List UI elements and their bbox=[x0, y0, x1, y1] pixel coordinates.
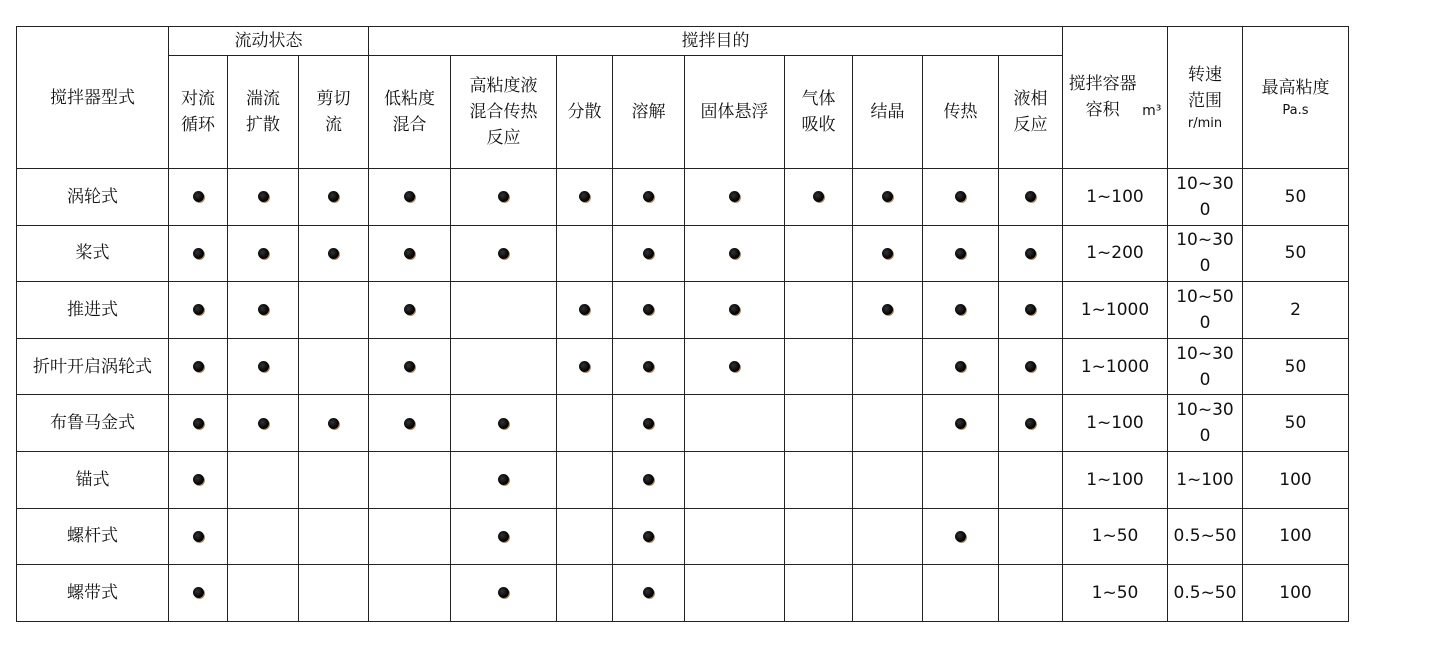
mark-cell bbox=[999, 338, 1063, 395]
mark-cell bbox=[299, 338, 369, 395]
mark-cell bbox=[999, 451, 1063, 508]
mark-cell bbox=[923, 169, 999, 226]
speed-unit: r/min bbox=[1187, 115, 1223, 131]
filled-dot-icon bbox=[193, 474, 204, 485]
filled-dot-icon bbox=[193, 587, 204, 598]
capacity-cell: 1~50 bbox=[1063, 508, 1168, 565]
mark-cell bbox=[999, 169, 1063, 226]
agitator-type-cell: 布鲁马金式 bbox=[17, 395, 169, 452]
filled-dot-icon bbox=[955, 304, 966, 315]
filled-dot-icon bbox=[813, 191, 824, 202]
table-body bbox=[17, 169, 1349, 622]
capacity-cell: 1~50 bbox=[1063, 565, 1168, 622]
agitator-type-cell: 推进式 bbox=[17, 282, 169, 339]
mark-cell bbox=[451, 225, 557, 282]
mark-cell bbox=[228, 225, 299, 282]
purpose-col-header bbox=[785, 56, 853, 169]
speed-cell: 10~30 0 bbox=[1168, 225, 1243, 282]
viscosity-header bbox=[1243, 27, 1349, 169]
mark-cell bbox=[613, 565, 685, 622]
mark-cell bbox=[685, 169, 785, 226]
purpose-col-header bbox=[685, 56, 785, 169]
capacity-cell: 1~1000 bbox=[1063, 282, 1168, 339]
mark-cell bbox=[685, 225, 785, 282]
mark-cell bbox=[228, 169, 299, 226]
filled-dot-icon bbox=[258, 248, 269, 259]
filled-dot-icon bbox=[404, 304, 415, 315]
speed-cell: 0.5~50 bbox=[1168, 565, 1243, 622]
filled-dot-icon bbox=[404, 418, 415, 429]
filled-dot-icon bbox=[404, 361, 415, 372]
filled-dot-icon bbox=[328, 248, 339, 259]
mark-cell bbox=[853, 169, 923, 226]
filled-dot-icon bbox=[882, 191, 893, 202]
mark-cell bbox=[613, 169, 685, 226]
purpose-col-header bbox=[451, 56, 557, 169]
mark-cell bbox=[785, 395, 853, 452]
mark-cell bbox=[369, 169, 451, 226]
mark-cell bbox=[169, 338, 228, 395]
mark-cell bbox=[613, 282, 685, 339]
mark-cell bbox=[923, 451, 999, 508]
purpose-col-header bbox=[923, 56, 999, 169]
filled-dot-icon bbox=[1025, 191, 1036, 202]
filled-dot-icon bbox=[579, 191, 590, 202]
agitator-type-cell: 桨式 bbox=[17, 225, 169, 282]
mark-cell bbox=[169, 451, 228, 508]
filled-dot-icon bbox=[1025, 418, 1036, 429]
filled-dot-icon bbox=[498, 474, 509, 485]
filled-dot-icon bbox=[1025, 248, 1036, 259]
mark-cell bbox=[999, 282, 1063, 339]
agitator-type-header: 搅拌器型式 bbox=[17, 27, 169, 169]
filled-dot-icon bbox=[579, 361, 590, 372]
purpose-col-label: 固体悬浮 bbox=[700, 102, 769, 122]
filled-dot-icon bbox=[404, 191, 415, 202]
mark-cell bbox=[369, 508, 451, 565]
agitator-type-cell: 折叶开启涡轮式 bbox=[17, 338, 169, 395]
speed-cell: 10~30 0 bbox=[1168, 169, 1243, 226]
filled-dot-icon bbox=[258, 304, 269, 315]
filled-dot-icon bbox=[328, 191, 339, 202]
mark-cell bbox=[853, 282, 923, 339]
table-row bbox=[17, 169, 1349, 226]
mark-cell bbox=[853, 395, 923, 452]
speed-cell: 0.5~50 bbox=[1168, 508, 1243, 565]
speed-header bbox=[1168, 27, 1243, 169]
capacity-cell: 1~100 bbox=[1063, 395, 1168, 452]
table-row bbox=[17, 451, 1349, 508]
mark-cell bbox=[613, 225, 685, 282]
filled-dot-icon bbox=[328, 418, 339, 429]
purpose-col-label: 低粘度 混合 bbox=[384, 89, 435, 135]
mark-cell bbox=[685, 451, 785, 508]
mark-cell bbox=[451, 508, 557, 565]
filled-dot-icon bbox=[193, 418, 204, 429]
mark-cell bbox=[369, 338, 451, 395]
purpose-col-label: 高粘度液 混合传热 反应 bbox=[469, 76, 538, 148]
mark-cell bbox=[228, 451, 299, 508]
capacity-label: 搅拌容器 容积 bbox=[1068, 74, 1137, 120]
filled-dot-icon bbox=[498, 248, 509, 259]
mark-cell bbox=[785, 169, 853, 226]
mark-cell bbox=[169, 282, 228, 339]
purpose-col-header bbox=[999, 56, 1063, 169]
speed-label: 转速 范围 bbox=[1188, 64, 1222, 111]
filled-dot-icon bbox=[643, 474, 654, 485]
filled-dot-icon bbox=[955, 361, 966, 372]
filled-dot-icon bbox=[643, 191, 654, 202]
mark-cell bbox=[923, 225, 999, 282]
viscosity-cell: 100 bbox=[1243, 565, 1349, 622]
mark-cell bbox=[451, 169, 557, 226]
mark-cell bbox=[451, 451, 557, 508]
filled-dot-icon bbox=[498, 587, 509, 598]
agitator-selection-table bbox=[16, 26, 1349, 622]
mark-cell bbox=[685, 338, 785, 395]
filled-dot-icon bbox=[729, 361, 740, 372]
filled-dot-icon bbox=[643, 531, 654, 542]
mark-cell bbox=[451, 282, 557, 339]
mark-cell bbox=[169, 225, 228, 282]
filled-dot-icon bbox=[729, 191, 740, 202]
filled-dot-icon bbox=[258, 418, 269, 429]
mark-cell bbox=[785, 508, 853, 565]
filled-dot-icon bbox=[643, 361, 654, 372]
capacity-cell: 1~200 bbox=[1063, 225, 1168, 282]
mark-cell bbox=[169, 395, 228, 452]
mark-cell bbox=[557, 338, 613, 395]
mark-cell bbox=[228, 395, 299, 452]
filled-dot-icon bbox=[882, 304, 893, 315]
purpose-col-label: 结晶 bbox=[870, 102, 905, 122]
mark-cell bbox=[685, 565, 785, 622]
mixing-purpose-group-header: 搅拌目的 bbox=[369, 27, 1063, 56]
mark-cell bbox=[228, 338, 299, 395]
flow-col-label: 对流 循环 bbox=[181, 89, 215, 135]
purpose-col-label: 溶解 bbox=[631, 102, 666, 122]
filled-dot-icon bbox=[955, 418, 966, 429]
mark-cell bbox=[369, 451, 451, 508]
flow-col-header bbox=[169, 56, 228, 169]
mark-cell bbox=[299, 451, 369, 508]
mark-cell bbox=[299, 282, 369, 339]
speed-cell: 1~100 bbox=[1168, 451, 1243, 508]
filled-dot-icon bbox=[193, 361, 204, 372]
mark-cell bbox=[685, 508, 785, 565]
flow-col-label: 湍流 扩散 bbox=[246, 89, 280, 135]
mark-cell bbox=[557, 282, 613, 339]
mark-cell bbox=[685, 395, 785, 452]
viscosity-cell: 100 bbox=[1243, 508, 1349, 565]
table-row bbox=[17, 565, 1349, 622]
table-row bbox=[17, 225, 1349, 282]
mark-cell bbox=[853, 565, 923, 622]
mark-cell bbox=[557, 169, 613, 226]
viscosity-label: 最高粘度 bbox=[1261, 77, 1330, 98]
filled-dot-icon bbox=[955, 191, 966, 202]
viscosity-cell: 2 bbox=[1243, 282, 1349, 339]
capacity-header bbox=[1063, 27, 1168, 169]
capacity-cell: 1~100 bbox=[1063, 169, 1168, 226]
mark-cell bbox=[853, 338, 923, 395]
filled-dot-icon bbox=[643, 587, 654, 598]
mark-cell bbox=[451, 395, 557, 452]
mark-cell bbox=[923, 508, 999, 565]
mark-cell bbox=[369, 225, 451, 282]
viscosity-unit: Pa.s bbox=[1282, 102, 1309, 118]
mark-cell bbox=[299, 169, 369, 226]
mark-cell bbox=[228, 508, 299, 565]
table-row bbox=[17, 338, 1349, 395]
filled-dot-icon bbox=[955, 248, 966, 259]
mark-cell bbox=[853, 451, 923, 508]
table-row bbox=[17, 395, 1349, 452]
filled-dot-icon bbox=[193, 248, 204, 259]
capacity-cell: 1~100 bbox=[1063, 451, 1168, 508]
mark-cell bbox=[999, 565, 1063, 622]
capacity-cell: 1~1000 bbox=[1063, 338, 1168, 395]
mark-cell bbox=[169, 565, 228, 622]
speed-cell: 10~30 0 bbox=[1168, 395, 1243, 452]
filled-dot-icon bbox=[729, 304, 740, 315]
filled-dot-icon bbox=[643, 248, 654, 259]
filled-dot-icon bbox=[1025, 361, 1036, 372]
viscosity-cell: 50 bbox=[1243, 338, 1349, 395]
mark-cell bbox=[613, 338, 685, 395]
mark-cell bbox=[685, 282, 785, 339]
viscosity-cell: 50 bbox=[1243, 395, 1349, 452]
filled-dot-icon bbox=[729, 248, 740, 259]
purpose-col-header bbox=[613, 56, 685, 169]
viscosity-cell: 50 bbox=[1243, 169, 1349, 226]
mark-cell bbox=[557, 395, 613, 452]
mark-cell bbox=[853, 225, 923, 282]
flow-col-label: 剪切 流 bbox=[316, 89, 351, 135]
filled-dot-icon bbox=[955, 531, 966, 542]
mark-cell bbox=[299, 225, 369, 282]
purpose-col-label: 液相 反应 bbox=[1013, 89, 1048, 135]
mark-cell bbox=[785, 225, 853, 282]
table-row bbox=[17, 508, 1349, 565]
mark-cell bbox=[169, 169, 228, 226]
capacity-unit: m³ bbox=[1142, 103, 1162, 119]
mark-cell bbox=[613, 451, 685, 508]
filled-dot-icon bbox=[1025, 304, 1036, 315]
filled-dot-icon bbox=[258, 361, 269, 372]
mark-cell bbox=[999, 508, 1063, 565]
filled-dot-icon bbox=[404, 248, 415, 259]
agitator-type-cell: 锚式 bbox=[17, 451, 169, 508]
mark-cell bbox=[557, 451, 613, 508]
flow-col-header bbox=[228, 56, 299, 169]
mark-cell bbox=[557, 508, 613, 565]
filled-dot-icon bbox=[258, 191, 269, 202]
mark-cell bbox=[923, 565, 999, 622]
agitator-type-cell: 螺带式 bbox=[17, 565, 169, 622]
mark-cell bbox=[999, 225, 1063, 282]
filled-dot-icon bbox=[643, 304, 654, 315]
mark-cell bbox=[451, 338, 557, 395]
mark-cell bbox=[923, 338, 999, 395]
purpose-col-header bbox=[557, 56, 613, 169]
mark-cell bbox=[299, 395, 369, 452]
flow-state-group-header: 流动状态 bbox=[169, 27, 369, 56]
filled-dot-icon bbox=[579, 304, 590, 315]
mark-cell bbox=[785, 282, 853, 339]
purpose-col-label: 气体 吸收 bbox=[801, 89, 836, 135]
filled-dot-icon bbox=[193, 304, 204, 315]
mark-cell bbox=[228, 565, 299, 622]
mark-cell bbox=[999, 395, 1063, 452]
mark-cell bbox=[369, 565, 451, 622]
mark-cell bbox=[785, 565, 853, 622]
mark-cell bbox=[557, 565, 613, 622]
mark-cell bbox=[169, 508, 228, 565]
mark-cell bbox=[451, 565, 557, 622]
flow-col-header bbox=[299, 56, 369, 169]
mark-cell bbox=[299, 508, 369, 565]
mark-cell bbox=[299, 565, 369, 622]
agitator-type-cell: 涡轮式 bbox=[17, 169, 169, 226]
filled-dot-icon bbox=[498, 191, 509, 202]
mark-cell bbox=[228, 282, 299, 339]
purpose-col-header bbox=[369, 56, 451, 169]
table-row bbox=[17, 282, 1349, 339]
mark-cell bbox=[923, 282, 999, 339]
mark-cell bbox=[369, 282, 451, 339]
mark-cell bbox=[557, 225, 613, 282]
agitator-type-cell: 螺杆式 bbox=[17, 508, 169, 565]
filled-dot-icon bbox=[193, 531, 204, 542]
mark-cell bbox=[613, 508, 685, 565]
filled-dot-icon bbox=[498, 531, 509, 542]
filled-dot-icon bbox=[643, 418, 654, 429]
viscosity-cell: 50 bbox=[1243, 225, 1349, 282]
viscosity-cell: 100 bbox=[1243, 451, 1349, 508]
filled-dot-icon bbox=[498, 418, 509, 429]
mark-cell bbox=[785, 338, 853, 395]
speed-cell: 10~30 0 bbox=[1168, 338, 1243, 395]
purpose-col-label: 分散 bbox=[567, 102, 602, 122]
mark-cell bbox=[923, 395, 999, 452]
purpose-col-label: 传热 bbox=[943, 102, 978, 122]
filled-dot-icon bbox=[882, 248, 893, 259]
mark-cell bbox=[785, 451, 853, 508]
mark-cell bbox=[613, 395, 685, 452]
mark-cell bbox=[853, 508, 923, 565]
filled-dot-icon bbox=[193, 191, 204, 202]
purpose-col-header bbox=[853, 56, 923, 169]
speed-cell: 10~50 0 bbox=[1168, 282, 1243, 339]
mark-cell bbox=[369, 395, 451, 452]
